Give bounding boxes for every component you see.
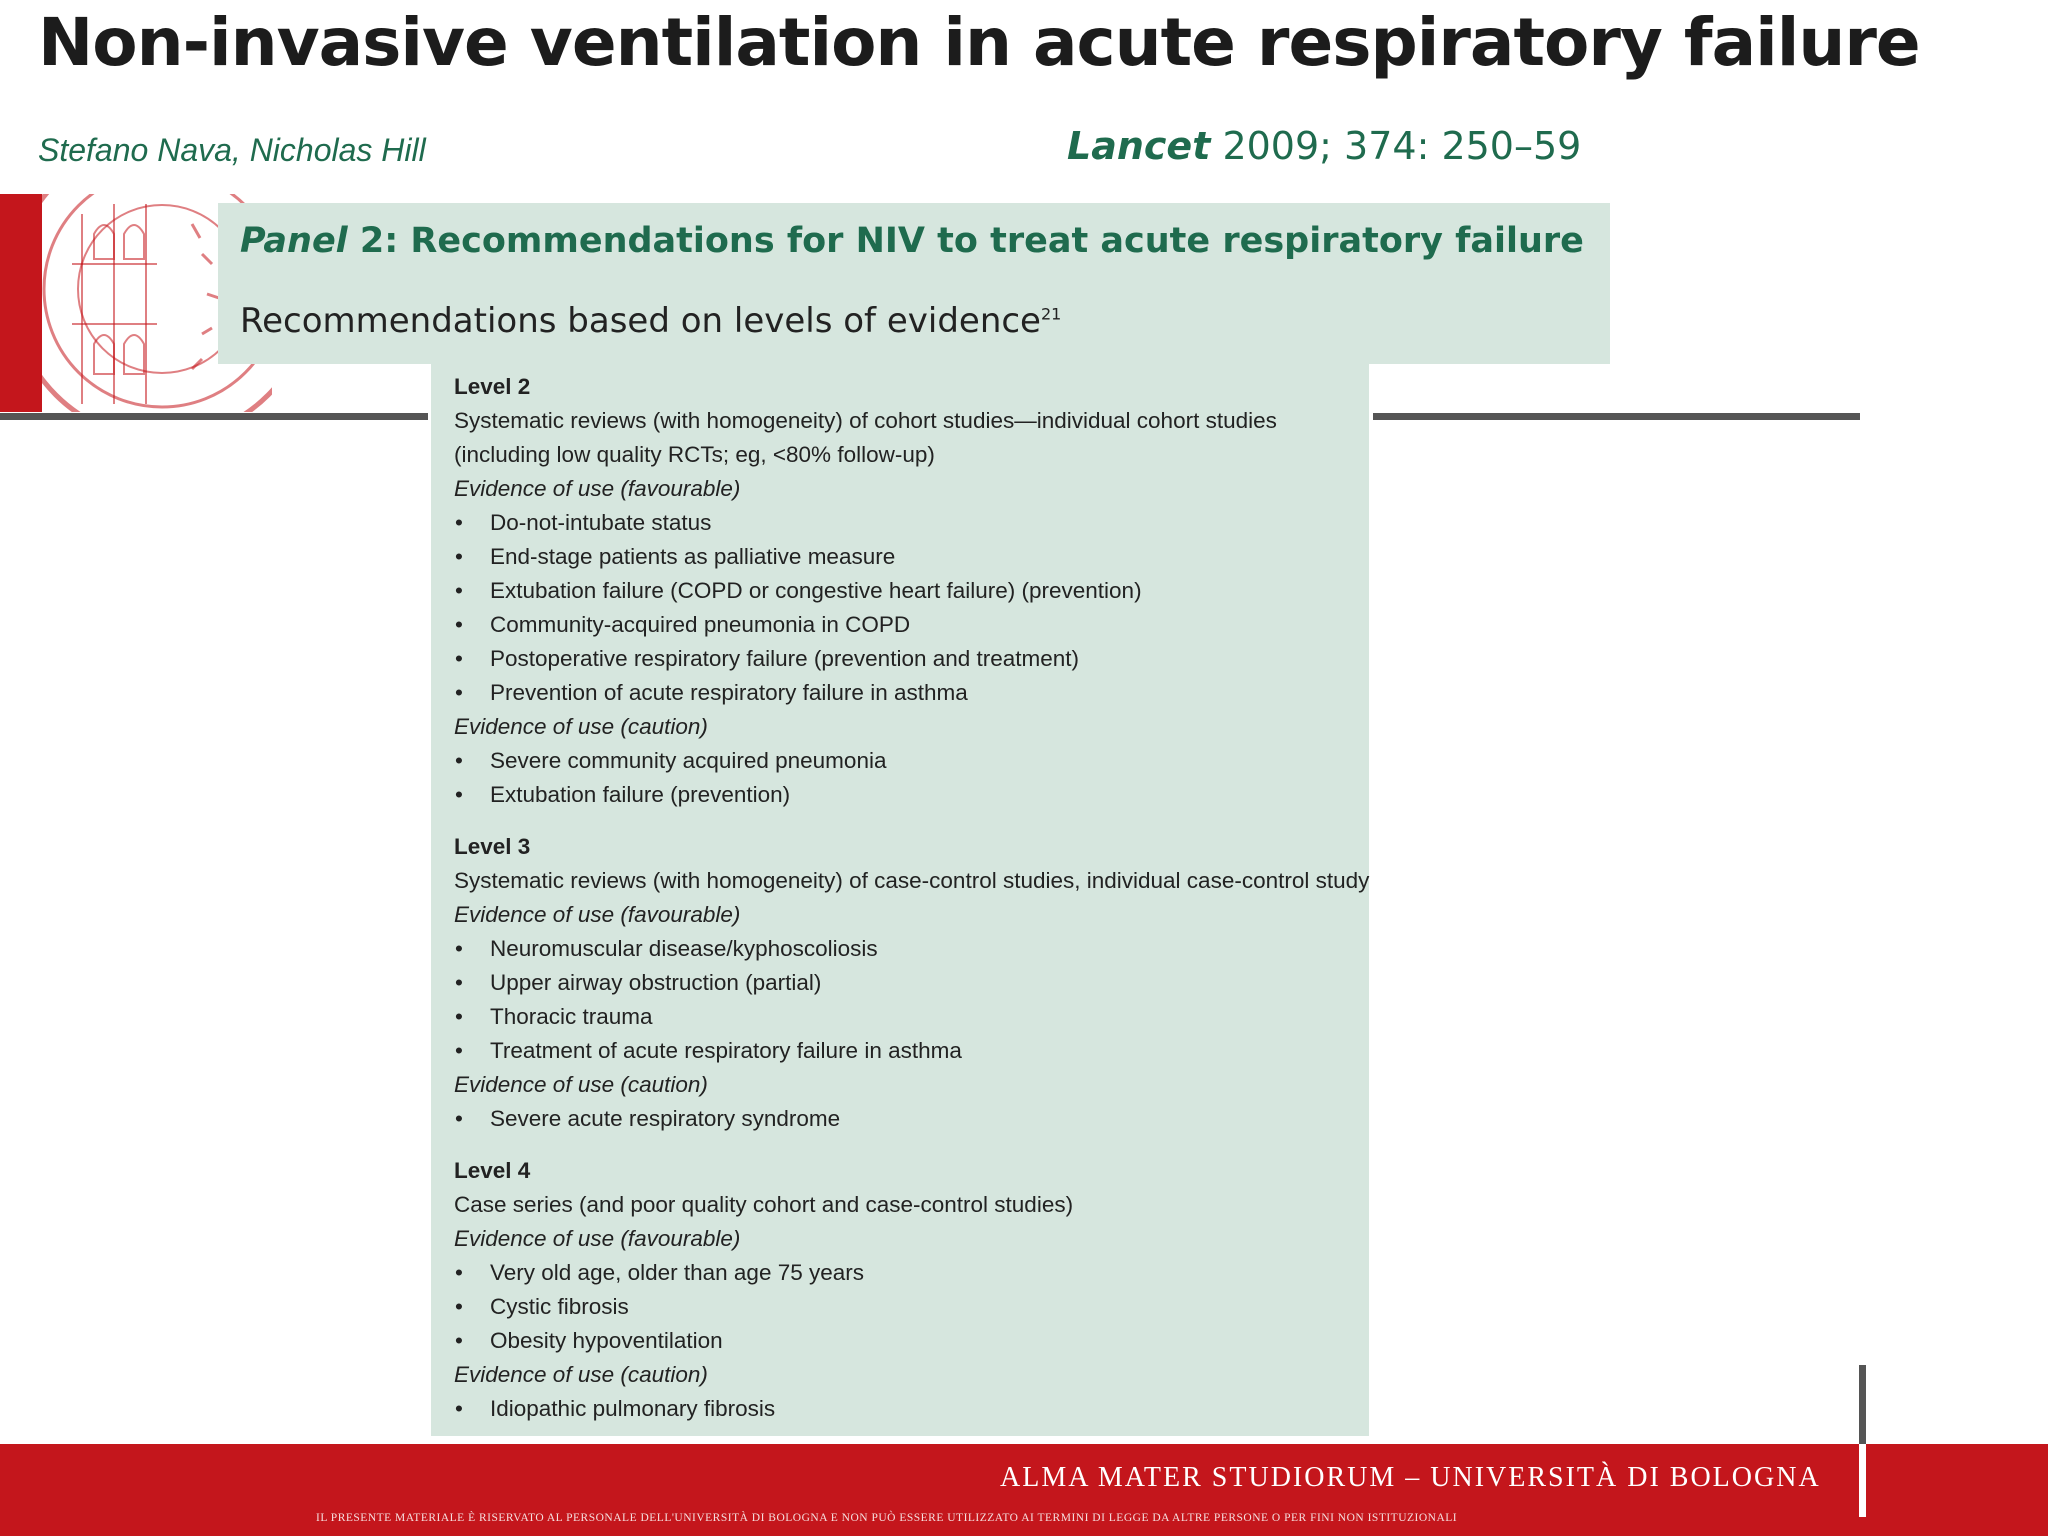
list-item: • Extubation failure (COPD or congestive heart failure) (prevention) bbox=[454, 574, 1369, 608]
panel-title-prefix: Panel bbox=[240, 221, 348, 261]
footer-note: IL PRESENTE MATERIALE È RISERVATO AL PERSONALE DELL'UNIVERSITÀ DI BOLOGNA E NON PUÒ ESSERE UTILIZZATO AI TERMINI DI LEGGE DA ALTRE PERSONE O PER FINI NON ISTITUZIONALI bbox=[316, 1512, 1458, 1524]
divider-left bbox=[0, 413, 428, 420]
list-item: • Neuromuscular disease/kyphoscoliosis bbox=[454, 932, 1369, 966]
list-item: • Idiopathic pulmonary fibrosis bbox=[454, 1392, 1369, 1426]
level-description: Case series (and poor quality cohort and case-control studies) bbox=[454, 1192, 1074, 1217]
list-item: • Cystic fibrosis bbox=[454, 1290, 1369, 1324]
brand-bar-left bbox=[0, 194, 42, 412]
panel-title-rest: 2: Recommendations for NIV to treat acute respiratory failure bbox=[347, 221, 1584, 261]
evidence-caution-label: Evidence of use (caution) bbox=[454, 1072, 708, 1097]
level-description: Systematic reviews (with homogeneity) of case-control studies, individual case-control study bbox=[454, 868, 1370, 893]
level-description: Systematic reviews (with homogeneity) of cohort studies—individual cohort studies bbox=[454, 408, 1277, 433]
list-item: • Postoperative respiratory failure (prevention and treatment) bbox=[454, 642, 1369, 676]
level-title: Level 4 bbox=[454, 1158, 531, 1183]
evidence-favourable-label: Evidence of use (favourable) bbox=[454, 476, 741, 501]
level-4 bbox=[454, 1154, 1369, 1426]
slide-title: Non-invasive ventilation in acute respiratory failure bbox=[38, 4, 1920, 81]
level-description: (including low quality RCTs; eg, <80% follow-up) bbox=[454, 442, 935, 467]
panel-subtitle bbox=[240, 301, 1061, 341]
panel-title bbox=[240, 221, 1584, 261]
reference-superscript: 21 bbox=[1040, 304, 1062, 324]
divider-right bbox=[1373, 413, 1860, 420]
list-item: • Community-acquired pneumonia in COPD bbox=[454, 608, 1369, 642]
citation bbox=[1067, 124, 1581, 168]
citation-ref: 2009; 374: 250–59 bbox=[1210, 124, 1582, 168]
list-item: • Treatment of acute respiratory failure in asthma bbox=[454, 1034, 1369, 1068]
list-item: • Very old age, older than age 75 years bbox=[454, 1256, 1369, 1290]
citation-journal: Lancet bbox=[1067, 124, 1211, 168]
level-3 bbox=[454, 830, 1369, 1136]
level-title: Level 3 bbox=[454, 834, 531, 859]
authors: Stefano Nava, Nicholas Hill bbox=[38, 132, 426, 168]
list-item: • Severe acute respiratory syndrome bbox=[454, 1102, 1369, 1136]
level-title: Level 2 bbox=[454, 374, 531, 399]
list-item: • End-stage patients as palliative measure bbox=[454, 540, 1369, 574]
list-item: • Upper airway obstruction (partial) bbox=[454, 966, 1369, 1000]
list-item: • Do-not-intubate status bbox=[454, 506, 1369, 540]
panel-header bbox=[218, 203, 1610, 364]
evidence-favourable-label: Evidence of use (favourable) bbox=[454, 902, 741, 927]
list-item: • Extubation failure (prevention) bbox=[454, 778, 1369, 812]
list-item: • Obesity hypoventilation bbox=[454, 1324, 1369, 1358]
evidence-caution-label: Evidence of use (caution) bbox=[454, 714, 708, 739]
panel-body bbox=[431, 364, 1369, 1436]
evidence-favourable-label: Evidence of use (favourable) bbox=[454, 1226, 741, 1251]
evidence-caution-label: Evidence of use (caution) bbox=[454, 1362, 708, 1387]
list-item: • Prevention of acute respiratory failure in asthma bbox=[454, 676, 1369, 710]
list-item: • Severe community acquired pneumonia bbox=[454, 744, 1369, 778]
divider-vertical-highlight bbox=[1859, 1444, 1866, 1517]
panel-subtitle-text: Recommendations based on levels of evidence bbox=[240, 301, 1041, 341]
footer-bar bbox=[0, 1444, 2048, 1536]
list-item: • Thoracic trauma bbox=[454, 1000, 1369, 1034]
footer-brand: ALMA MATER STUDIORUM – UNIVERSITÀ DI BOLOGNA bbox=[1000, 1462, 1821, 1493]
level-2 bbox=[454, 370, 1369, 812]
